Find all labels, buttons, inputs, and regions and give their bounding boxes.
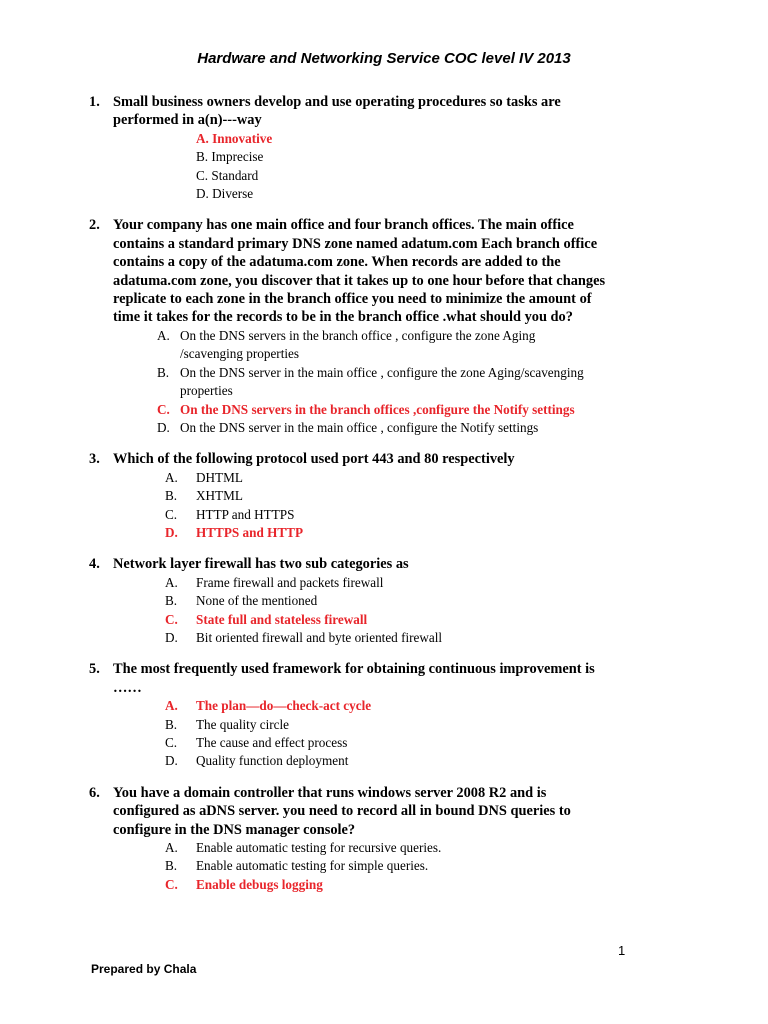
option-letter: C. <box>157 401 170 417</box>
answer-options <box>0 327 768 437</box>
answer-option <box>0 419 768 437</box>
option-letter: B. <box>165 488 178 504</box>
option-text: The cause and effect process <box>196 735 348 750</box>
option-letter: A. <box>165 574 178 590</box>
question-text: Which of the following protocol used port 443 and 80 respectively <box>113 451 515 468</box>
option-text: XHTML <box>196 488 243 504</box>
option-letter: C. <box>196 167 209 183</box>
answer-option-correct <box>0 611 768 629</box>
option-letter: B. <box>165 858 178 874</box>
question-text: Small business owners develop and use operating procedures so tasks are performed in a(n)---way <box>113 94 561 129</box>
answer-option <box>0 716 768 734</box>
option-text: Frame firewall and packets firewall <box>196 574 384 590</box>
answer-options <box>0 574 768 648</box>
option-text: Innovative <box>212 130 273 146</box>
answer-options <box>0 839 768 894</box>
option-text: The quality circle <box>196 716 290 732</box>
option-letter: A. <box>165 840 178 856</box>
answer-option-correct <box>0 697 768 715</box>
question-number: 3. <box>89 451 100 468</box>
answer-option <box>196 185 768 203</box>
option-text: HTTPS and HTTP <box>196 524 304 540</box>
document-title: Hardware and Networking Service COC level IV 2013 <box>197 50 571 67</box>
question-number: 4. <box>89 556 100 573</box>
option-letter: D. <box>196 186 209 202</box>
option-text: None of the mentioned <box>196 593 318 609</box>
question-text: The most frequently used framework for obtaining continuous improvement is …… <box>113 661 595 696</box>
option-letter: A. <box>196 130 209 146</box>
answer-option-correct <box>0 401 768 419</box>
option-text: The plan—do—check-act cycle <box>196 698 372 714</box>
answer-option <box>196 148 768 166</box>
question-number: 5. <box>89 661 100 678</box>
option-text: HTTP and HTTPS <box>196 506 295 522</box>
question-text: Network layer firewall has two sub categories as <box>113 556 409 573</box>
option-text: On the DNS server in the main office , configure the zone Aging/scavenging properties <box>180 364 584 399</box>
answer-option <box>0 364 768 401</box>
option-letter: C. <box>165 735 178 750</box>
answer-options <box>0 469 768 543</box>
option-letter: C. <box>165 506 178 522</box>
question-4 <box>0 555 768 647</box>
option-letter: C. <box>165 876 178 892</box>
option-letter: B. <box>165 716 178 732</box>
footer-author: Prepared by Chala <box>91 962 197 976</box>
answer-options <box>0 697 768 771</box>
option-letter: A. <box>165 469 178 485</box>
option-text: DHTML <box>196 469 243 485</box>
question-1 <box>0 93 768 203</box>
question-6 <box>0 784 768 894</box>
question-text: Your company has one main office and four branch offices. The main office contains a standard primary DNS zone named adatum.com Each branch office contains a copy of the adatuma.com zone. When records are added to the adatuma.com zone, you discover that it takes up to one hour before that changes replicate to each zone in the branch office you need to minimize the amount of time it takes for the records to be in the branch office .what should you do? <box>113 217 606 326</box>
answer-option <box>0 469 768 487</box>
answer-option <box>0 857 768 875</box>
option-text: Enable automatic testing for recursive queries. <box>196 840 442 856</box>
answer-option <box>0 487 768 505</box>
answer-option <box>0 592 768 610</box>
option-text: Enable debugs logging <box>196 876 323 892</box>
option-letter: D. <box>165 629 178 645</box>
option-letter: B. <box>196 149 209 165</box>
option-text: Quality function deployment <box>196 753 349 769</box>
answer-option-correct <box>0 876 768 894</box>
option-letter: A. <box>157 327 170 343</box>
answer-option <box>0 752 768 770</box>
answer-option-correct <box>196 130 768 148</box>
option-text: Standard <box>211 167 259 183</box>
question-number: 2. <box>89 217 100 234</box>
option-text: State full and stateless firewall <box>196 611 368 627</box>
answer-option <box>0 574 768 592</box>
question-5 <box>0 660 768 770</box>
option-text: Imprecise <box>211 149 264 165</box>
question-list <box>0 93 768 907</box>
option-text: On the DNS server in the main office , configure the Notify settings <box>180 419 539 435</box>
question-3 <box>0 450 768 542</box>
answer-option <box>0 629 768 647</box>
option-letter: D. <box>157 419 170 435</box>
option-letter: D. <box>165 753 178 769</box>
page-number: 1 <box>618 943 626 958</box>
option-text: Diverse <box>212 186 254 202</box>
option-text: Enable automatic testing for simple queries. <box>196 858 429 874</box>
answer-option-correct <box>0 524 768 542</box>
answer-option <box>196 167 768 185</box>
option-letter: B. <box>165 593 178 609</box>
question-number: 6. <box>89 784 100 801</box>
option-letter: A. <box>165 698 178 714</box>
option-letter: D. <box>165 524 178 540</box>
answer-option <box>0 327 768 364</box>
answer-option <box>0 506 768 524</box>
option-text: On the DNS servers in the branch offices ,configure the Notify settings <box>180 401 575 417</box>
answer-options <box>0 130 768 204</box>
answer-option <box>0 839 768 857</box>
answer-option <box>0 734 768 752</box>
question-text: You have a domain controller that runs windows server 2008 R2 and is configured as aDNS server. you need to record all in bound DNS queries to configure in the DNS manager console? <box>113 784 571 838</box>
question-2 <box>0 216 768 437</box>
option-letter: C. <box>165 611 178 627</box>
option-letter: B. <box>157 364 170 380</box>
option-text: Bit oriented firewall and byte oriented firewall <box>196 629 443 645</box>
option-text: On the DNS servers in the branch office , configure the zone Aging /scavenging properties <box>180 327 536 362</box>
question-number: 1. <box>89 94 100 110</box>
